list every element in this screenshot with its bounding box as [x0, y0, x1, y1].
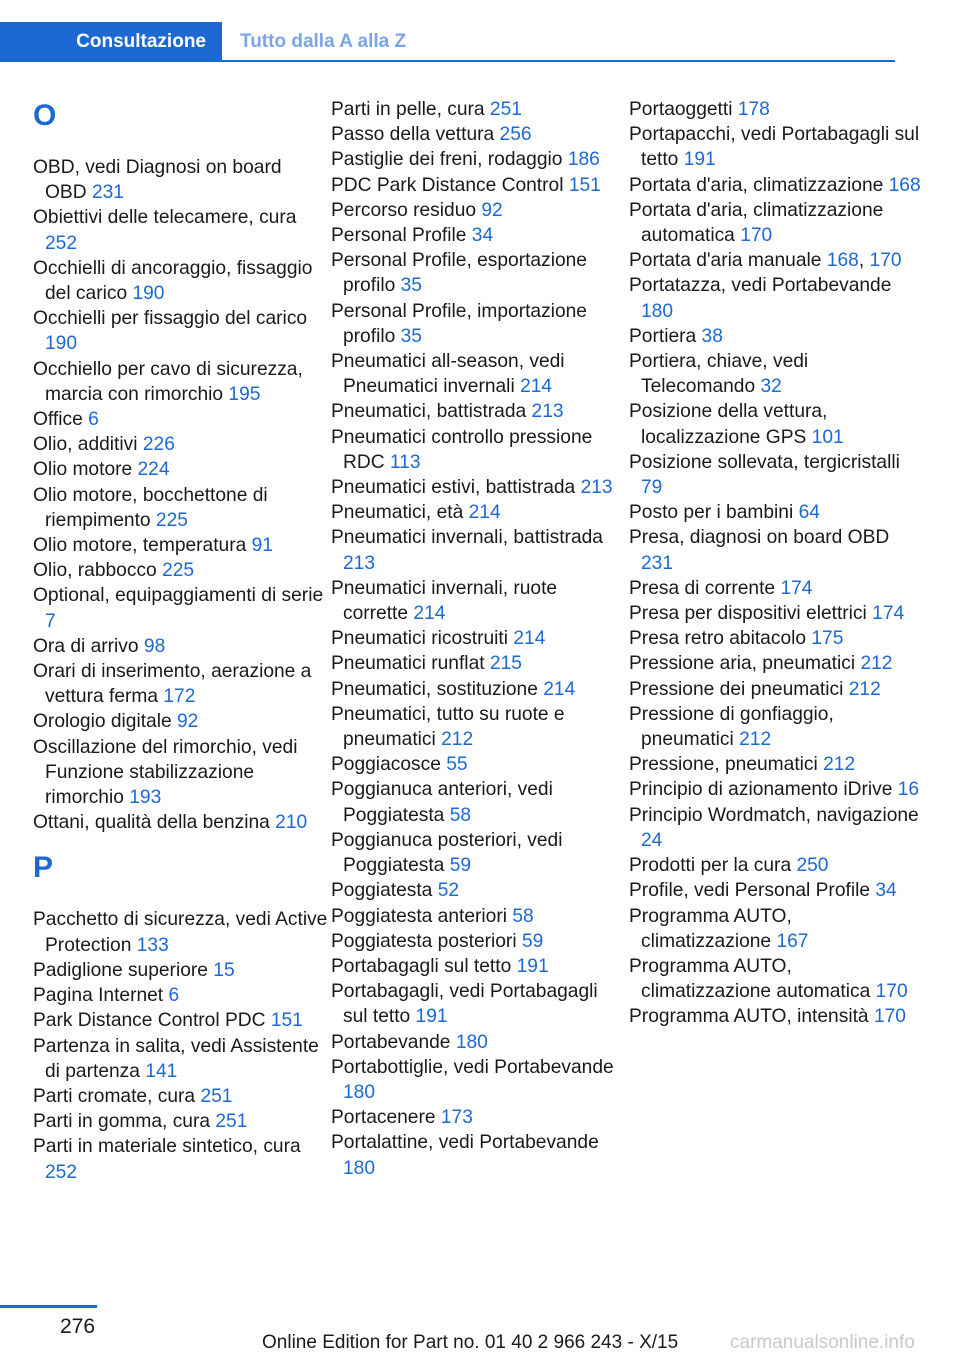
- index-entry-text: Programma AUTO, climatizzazione: [629, 905, 792, 952]
- page-link[interactable]: 180: [641, 300, 674, 322]
- index-entry: [33, 1034, 328, 1084]
- index-entry-text: Portata d'aria manuale: [629, 250, 822, 272]
- page-link[interactable]: 170: [869, 250, 902, 272]
- page-link[interactable]: 186: [567, 149, 600, 171]
- index-entry: [33, 457, 328, 482]
- index-entry-text: Parti in gomma, cura: [33, 1111, 211, 1133]
- index-entry: [629, 450, 924, 500]
- index-entry-text: Pneumatici, battistrada: [331, 401, 527, 423]
- index-entry: [629, 853, 924, 878]
- index-entry-text: Poggianuca anteriori, vedi Poggiatesta: [331, 779, 553, 826]
- index-entry: [331, 777, 626, 827]
- index-entry-text: Prodotti per la cura: [629, 855, 792, 877]
- subsection-tab[interactable]: [240, 22, 406, 62]
- page-link[interactable]: 172: [163, 686, 196, 708]
- index-entry: [629, 904, 924, 954]
- index-entry: [629, 702, 924, 752]
- index-entry: [629, 878, 924, 903]
- index-entry: [629, 601, 924, 626]
- page-link[interactable]: 178: [737, 99, 770, 120]
- index-entry: [331, 878, 626, 903]
- page-link[interactable]: 226: [142, 434, 175, 456]
- page-link[interactable]: 191: [415, 1006, 448, 1028]
- index-entry: [629, 97, 924, 122]
- index-entry-text: Principio di azionamento iDrive: [629, 779, 893, 801]
- index-entry-text: Poggiatesta: [331, 880, 433, 902]
- page-link[interactable]: 212: [739, 729, 772, 751]
- index-entry-text: Pneumatici estivi, battistrada: [331, 477, 576, 499]
- index-entry: [331, 349, 626, 399]
- index-entry: [33, 155, 328, 205]
- index-entry: [629, 525, 924, 575]
- index-entry-text: Portabevande: [331, 1031, 451, 1053]
- page-link[interactable]: 213: [580, 477, 613, 499]
- page-number: 276: [60, 1315, 96, 1338]
- index-entry-text: PDC Park Distance Control: [331, 174, 564, 196]
- page-link[interactable]: 213: [343, 552, 376, 574]
- index-entry: [629, 1004, 924, 1029]
- index-entry: [33, 1109, 328, 1134]
- index-entry-text: Personal Profile, importazione profilo: [331, 300, 587, 347]
- index-entry: [629, 777, 924, 802]
- index-entry: [331, 1105, 626, 1130]
- index-entry: [331, 651, 626, 676]
- page-link[interactable]: 214: [520, 376, 553, 398]
- page-link[interactable]: 151: [568, 174, 601, 196]
- index-entry: [331, 828, 626, 878]
- index-entry: [33, 1134, 328, 1184]
- index-entry-text: Posizione della vettura, localizzazione GPS: [629, 401, 828, 448]
- index-entry: [33, 583, 328, 633]
- index-entry: [331, 147, 626, 172]
- index-entry-text: Programma AUTO, climatizzazione automatica: [629, 955, 871, 1003]
- page-link[interactable]: 168: [888, 174, 921, 196]
- index-entry: [629, 248, 924, 273]
- page-link[interactable]: 251: [489, 99, 522, 120]
- index-entry: [33, 634, 328, 659]
- index-entry: [629, 500, 924, 525]
- page-link[interactable]: 32: [760, 376, 782, 398]
- index-entry: [33, 357, 328, 407]
- page-header: [0, 0, 960, 64]
- page-link[interactable]: 210: [275, 812, 308, 834]
- index-entry: [331, 173, 626, 198]
- index-entry-text: Passo della vettura: [331, 124, 495, 146]
- index-list-o: [33, 155, 328, 835]
- index-entry: [629, 752, 924, 777]
- index-entry-text: Orologio digitale: [33, 711, 172, 733]
- page-link[interactable]: 224: [137, 459, 170, 481]
- page-link[interactable]: 251: [215, 1111, 248, 1133]
- page-link[interactable]: 170: [873, 1006, 906, 1028]
- index-entry-text: Posizione sollevata, tergicristalli: [629, 451, 900, 473]
- index-entry: [331, 500, 626, 525]
- page-link[interactable]: 174: [780, 577, 813, 599]
- index-entry-text: Pressione dei pneumatici: [629, 678, 844, 700]
- page-link[interactable]: 59: [449, 855, 472, 877]
- page-link[interactable]: 24: [641, 829, 663, 851]
- index-entry-text: Pressione aria, pneumatici: [629, 653, 856, 675]
- index-entry-text: Olio motore, temperatura: [33, 535, 247, 557]
- index-entry: [33, 958, 328, 983]
- index-entry: [331, 677, 626, 702]
- index-entry: [331, 475, 626, 500]
- index-entry: [331, 248, 626, 298]
- page-link[interactable]: 212: [441, 729, 474, 751]
- index-entry-text: Portaoggetti: [629, 99, 733, 120]
- index-entry: [629, 173, 924, 198]
- header-divider: [0, 60, 895, 62]
- index-entry: [331, 1055, 626, 1105]
- index-entry-text: Ora di arrivo: [33, 635, 139, 657]
- page-link[interactable]: 212: [823, 754, 856, 776]
- page-link[interactable]: 52: [437, 880, 460, 902]
- index-entry-text: Olio, additivi: [33, 434, 138, 456]
- page-link[interactable]: 212: [848, 678, 881, 700]
- index-entry-text: Poggiatesta posteriori: [331, 930, 517, 952]
- index-entry-text: Office: [33, 409, 83, 431]
- page-link[interactable]: 58: [449, 804, 472, 826]
- section-tab[interactable]: [0, 22, 222, 62]
- index-entry: [629, 651, 924, 676]
- index-entry-text: Occhiello per cavo di sicurezza, marcia con rimorchio: [33, 358, 303, 405]
- page-link[interactable]: 58: [512, 905, 534, 927]
- index-entry: [629, 198, 924, 248]
- index-entry-text: Portapacchi, vedi Portabagagli sul tetto: [629, 124, 920, 171]
- index-entry-text: Presa di corrente: [629, 577, 776, 599]
- index-entry-text: Parti cromate, cura: [33, 1085, 196, 1107]
- index-entry: [331, 97, 626, 122]
- page-link[interactable]: 231: [641, 552, 674, 574]
- page-link[interactable]: 34: [875, 880, 897, 902]
- page-link[interactable]: 214: [468, 502, 501, 524]
- page-link[interactable]: 190: [132, 283, 165, 305]
- index-list-p: [33, 907, 328, 1184]
- index-entry: [629, 677, 924, 702]
- page-link[interactable]: 6: [168, 985, 180, 1007]
- index-entry-text: Portabagagli, vedi Portabagagli sul tetto: [331, 981, 598, 1028]
- index-entry-text: Optional, equipaggiamenti di serie: [33, 585, 324, 607]
- page-link[interactable]: 151: [270, 1010, 303, 1032]
- index-entry: [33, 432, 328, 457]
- index-entry: [33, 983, 328, 1008]
- page-link[interactable]: 173: [440, 1107, 473, 1129]
- index-entry-text: Pagina Internet: [33, 985, 164, 1007]
- page-link[interactable]: 79: [641, 477, 663, 499]
- index-entry-text: Pressione di gonfiaggio, pneumatici: [629, 703, 834, 751]
- index-entry: [331, 626, 626, 651]
- page-link[interactable]: 101: [811, 426, 844, 448]
- page-link[interactable]: 113: [389, 451, 421, 473]
- index-entry: [331, 299, 626, 349]
- index-entry-text: Portabottiglie, vedi Portabevande: [331, 1056, 614, 1078]
- index-column-3: [629, 97, 924, 1030]
- index-entry: [629, 626, 924, 651]
- page-link[interactable]: 7: [45, 610, 56, 632]
- page-link[interactable]: 55: [446, 754, 468, 776]
- page-link[interactable]: 225: [155, 509, 188, 531]
- page-link[interactable]: 38: [701, 325, 723, 347]
- page-link[interactable]: 213: [531, 401, 564, 423]
- page-link[interactable]: 191: [516, 955, 549, 977]
- page-link[interactable]: 92: [481, 199, 503, 221]
- page-link[interactable]: 170: [875, 981, 908, 1003]
- index-entry-text: Olio motore: [33, 459, 133, 481]
- page-link[interactable]: 170: [740, 225, 773, 247]
- index-entry-text: Presa per dispositivi elettrici: [629, 603, 867, 625]
- index-entry-text: Percorso residuo: [331, 199, 477, 221]
- index-entry: [33, 907, 328, 957]
- index-entry-text: Oscillazione del rimorchio, vedi Funzione stabilizzazione rimorchio: [33, 736, 298, 809]
- index-entry: [33, 709, 328, 734]
- index-entry: [331, 425, 626, 475]
- index-entry-text: Portiera: [629, 325, 697, 347]
- index-entry-text: Occhielli per fissaggio del carico: [33, 308, 308, 330]
- page-link[interactable]: 256: [499, 124, 532, 146]
- page-link[interactable]: 141: [145, 1060, 178, 1082]
- index-entry: [629, 324, 924, 349]
- index-entry-text: Portata d'aria, climatizzazione automatica: [629, 199, 884, 247]
- section-tab-label: Consultazione: [76, 31, 206, 52]
- index-entry: [331, 929, 626, 954]
- index-column-2: [331, 97, 626, 1181]
- index-entry-text: Occhielli di ancoraggio, fissaggio del carico: [33, 257, 313, 305]
- page-link[interactable]: 167: [776, 930, 809, 952]
- page-link[interactable]: 250: [796, 855, 829, 877]
- index-entry-text: Pneumatici controllo pressione RDC: [331, 426, 593, 473]
- index-entry: [33, 306, 328, 356]
- index-entry-text: Pneumatici all-season, vedi Pneumatici invernali: [331, 351, 565, 398]
- page-link[interactable]: 180: [343, 1081, 376, 1103]
- index-entry: [331, 399, 626, 424]
- index-entry-text: Pneumatici invernali, battistrada: [331, 527, 603, 549]
- index-entry: [331, 979, 626, 1029]
- page-link[interactable]: 91: [251, 535, 273, 557]
- index-entry: [629, 273, 924, 323]
- page-link[interactable]: 6: [88, 409, 99, 431]
- index-entry-text: Presa retro abitacolo: [629, 628, 807, 650]
- page-link[interactable]: 168: [826, 250, 859, 272]
- page-link[interactable]: 180: [343, 1157, 376, 1179]
- index-entry-text: Programma AUTO, intensità: [629, 1006, 869, 1028]
- index-list-column-2: [331, 97, 626, 1181]
- index-entry: [33, 407, 328, 432]
- index-entry-text: Portabagagli sul tetto: [331, 955, 512, 977]
- index-entry: [629, 576, 924, 601]
- index-entry: [33, 1084, 328, 1109]
- index-entry-text: Park Distance Control PDC: [33, 1010, 266, 1032]
- page-link[interactable]: 190: [45, 333, 78, 355]
- index-entry-text: Pacchetto di sicurezza, vedi Active Protection: [33, 909, 328, 956]
- index-entry-text: Portata d'aria, climatizzazione: [629, 174, 884, 196]
- index-entry-text: Presa, diagnosi on board OBD: [629, 527, 890, 549]
- index-entry-text: Pneumatici, sostituzione: [331, 678, 538, 700]
- footer-divider: [0, 1305, 97, 1308]
- letter-heading-o: O: [33, 99, 57, 132]
- page-link[interactable]: 195: [228, 383, 261, 405]
- index-entry-text: Profile, vedi Personal Profile: [629, 880, 871, 902]
- index-column-1: [33, 97, 328, 1185]
- page-link[interactable]: 193: [129, 787, 162, 809]
- index-entry: [33, 1008, 328, 1033]
- index-entry: [33, 205, 328, 255]
- index-entry-text: Pneumatici, età: [331, 502, 464, 524]
- index-entry-text: Parti in pelle, cura: [331, 99, 485, 120]
- index-entry-text: Poggiacosce: [331, 754, 441, 776]
- index-entry-text: Portalattine, vedi Portabevande: [331, 1132, 599, 1154]
- page-link[interactable]: 225: [162, 560, 195, 582]
- page-link[interactable]: 252: [45, 232, 78, 254]
- index-entry-text: Personal Profile, esportazione profilo: [331, 250, 587, 297]
- index-entry: [331, 198, 626, 223]
- page-link[interactable]: 180: [455, 1031, 488, 1053]
- index-entry-text: Portacenere: [331, 1107, 436, 1129]
- index-entry-text: Personal Profile: [331, 225, 467, 247]
- page-link[interactable]: 35: [400, 325, 422, 347]
- index-entry: [33, 659, 328, 709]
- page-link[interactable]: 92: [177, 711, 199, 733]
- index-entry: [331, 576, 626, 626]
- index-entry: [33, 533, 328, 558]
- page-link[interactable]: 251: [200, 1085, 233, 1107]
- index-entry: [331, 954, 626, 979]
- index-entry: [33, 483, 328, 533]
- page-link[interactable]: 175: [811, 628, 844, 650]
- page-link[interactable]: 133: [136, 934, 169, 956]
- index-entry: [629, 954, 924, 1004]
- index-entry-text: Portiera, chiave, vedi Telecomando: [629, 351, 809, 398]
- index-entry-text: Pneumatici runflat: [331, 653, 485, 675]
- index-entry: [331, 702, 626, 752]
- page-link[interactable]: 215: [489, 653, 522, 675]
- page-link[interactable]: 214: [413, 603, 446, 625]
- index-entry-text: Pastiglie dei freni, rodaggio: [331, 149, 563, 171]
- index-entry-text: Pressione, pneumatici: [629, 754, 818, 776]
- watermark: carmanualsonline.info: [730, 1332, 915, 1353]
- index-entry-text: Posto per i bambini: [629, 502, 794, 524]
- page-link[interactable]: 214: [513, 628, 546, 650]
- page-link[interactable]: 252: [45, 1161, 78, 1183]
- index-entry: [331, 1130, 626, 1180]
- index-entry-text: Pneumatici, tutto su ruote e pneumatici: [331, 703, 565, 751]
- index-entry-text: Partenza in salita, vedi Assistente di partenza: [33, 1035, 319, 1082]
- index-entry-text: OBD, vedi Diagnosi on board OBD: [33, 157, 282, 204]
- index-entry: [331, 752, 626, 777]
- index-entry: [33, 810, 328, 835]
- page-link[interactable]: 16: [897, 779, 920, 801]
- index-entry-text: Poggiatesta anteriori: [331, 905, 507, 927]
- page-link[interactable]: 191: [683, 149, 716, 171]
- index-list-column-3: [629, 97, 924, 1030]
- index-entry-text: Portatazza, vedi Portabevande: [629, 275, 892, 297]
- edition-note: Online Edition for Part no. 01 40 2 966 243 - X/15: [262, 1332, 679, 1353]
- index-entry: [629, 122, 924, 172]
- page-link[interactable]: 212: [860, 653, 893, 675]
- page-link[interactable]: 98: [143, 635, 166, 657]
- index-entry-text: Padiglione superiore: [33, 959, 208, 981]
- page-link[interactable]: 35: [400, 275, 422, 297]
- page-link[interactable]: 15: [213, 959, 235, 981]
- index-entry-text: Olio motore, bocchettone di riempimento: [33, 484, 268, 531]
- index-entry: [33, 735, 328, 811]
- index-entry: [331, 1030, 626, 1055]
- page-link[interactable]: 59: [521, 930, 544, 952]
- index-entry: [331, 904, 626, 929]
- index-entry-text: Pneumatici ricostruiti: [331, 628, 509, 650]
- page-link[interactable]: 174: [872, 603, 905, 625]
- letter-heading-p: P: [33, 851, 54, 885]
- page-separator: ,: [858, 250, 865, 272]
- index-entry-text: Poggianuca posteriori, vedi Poggiatesta: [331, 829, 563, 877]
- index-entry-text: Olio, rabbocco: [33, 560, 157, 582]
- index-entry: [331, 525, 626, 575]
- page-link[interactable]: 231: [91, 182, 124, 204]
- index-entry: [331, 223, 626, 248]
- page-link[interactable]: 34: [471, 225, 494, 247]
- index-entry: [33, 558, 328, 583]
- index-entry: [629, 803, 924, 853]
- index-entry-text: Orari di inserimento, aerazione a vettura ferma: [33, 661, 312, 708]
- index-entry-text: Principio Wordmatch, navigazione: [629, 804, 919, 826]
- index-entry: [629, 349, 924, 399]
- index-entry: [629, 399, 924, 449]
- index-entry-text: Pneumatici invernali, ruote corrette: [331, 577, 558, 625]
- index-entry-text: Parti in materiale sintetico, cura: [33, 1136, 301, 1158]
- subsection-tab-label: Tutto dalla A alla Z: [240, 31, 407, 52]
- page-link[interactable]: 64: [798, 502, 820, 524]
- index-entry-text: Ottani, qualità della benzina: [33, 812, 270, 834]
- page-link[interactable]: 214: [543, 678, 576, 700]
- index-entry-text: Obiettivi delle telecamere, cura: [33, 207, 297, 229]
- index-entry: [33, 256, 328, 306]
- index-entry: [331, 122, 626, 147]
